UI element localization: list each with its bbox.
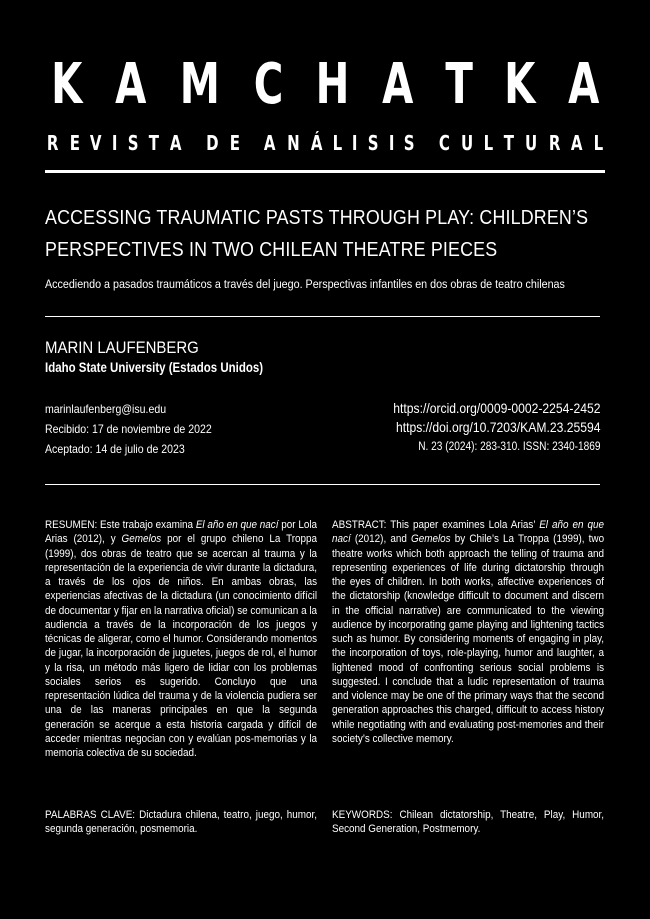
journal-title-letter: M [179, 52, 220, 117]
journal-subtitle-letter: A [170, 131, 182, 155]
journal-subtitle-letter: U [461, 131, 474, 155]
abstract-english [332, 518, 604, 746]
journal-subtitle-letter: N [286, 131, 300, 155]
article-title-line: PERSPECTIVES IN TWO CHILEAN THEATRE PIECES [45, 238, 498, 261]
abstract-text: por Lola Arias (2012), y [45, 519, 318, 546]
keywords-spanish [45, 808, 317, 837]
author-meta [45, 399, 212, 459]
journal-subtitle-letter: S [404, 131, 415, 155]
header-divider [45, 170, 605, 173]
journal-subtitle [45, 130, 605, 156]
work-title: El año en que nací [332, 519, 605, 546]
issue-info: N. 23 (2024): 283-310. ISSN: 2340-1869 [417, 441, 600, 453]
journal-subtitle-letter: R [548, 131, 561, 155]
journal-subtitle-letter: A [264, 131, 276, 155]
journal-subtitle-letter: S [127, 131, 139, 155]
accepted-date: Aceptado: 14 de julio de 2023 [45, 442, 185, 456]
journal-subtitle-space [425, 130, 430, 156]
journal-subtitle-letter: I [352, 131, 358, 155]
journal-subtitle-letter: V [90, 131, 103, 155]
journal-subtitle-letter: R [46, 131, 59, 155]
journal-title-letter: T [445, 52, 473, 117]
title-divider [45, 316, 600, 317]
work-title: Gemelos [121, 533, 162, 546]
journal-title-letter: A [114, 52, 146, 117]
journal-subtitle-letter: Á [310, 131, 323, 155]
journal-subtitle-letter: A [571, 131, 583, 155]
journal-subtitle-letter: L [484, 131, 494, 155]
journal-subtitle-letter: D [206, 131, 219, 155]
journal-subtitle-letter: I [112, 131, 118, 155]
journal-subtitle-letter: U [525, 131, 538, 155]
work-title: El año en que nací [195, 519, 279, 531]
journal-subtitle-letter: L [593, 131, 604, 155]
work-title: Gemelos [411, 533, 451, 546]
keywords-text: PALABRAS CLAVE: Dictadura chilena, teatro, juego, humor, segunda generación, posmemoria. [45, 809, 318, 836]
journal-title-letter: A [382, 52, 414, 117]
journal-subtitle-letter: T [149, 131, 160, 155]
keywords-text: KEYWORDS: Chilean dictatorship, Theatre, Play, Humor, Second Generation, Postmemory. [332, 809, 605, 836]
orcid-link[interactable]: https://orcid.org/0009-0002-2254-2452 [392, 401, 600, 416]
article-subtitle: Accediendo a pasados traumáticos a través del juego. Perspectivas infantiles en dos obras de teatro chilenas [45, 277, 565, 291]
article-identifiers [393, 399, 600, 457]
keywords-english [332, 808, 604, 837]
abstract-text: Este trabajo examina [97, 519, 196, 531]
journal-subtitle-letter: T [504, 131, 515, 155]
journal-subtitle-space [250, 130, 255, 156]
journal-subtitle-letter: E [229, 131, 240, 155]
journal-title-letter: C [253, 52, 284, 117]
abstract-label: ABSTRACT: [332, 519, 387, 531]
received-date: Recibido: 17 de noviembre de 2022 [45, 422, 212, 436]
journal-title [45, 50, 605, 120]
abstract-text: por el grupo chileno La Troppa (1999), dos obras de teatro que se acercan al trauma y la representación de la experiencia de vivir durante la dictadura, a través de los ojos de niños. En ambas obras, las experiencias afectivas de la dictadura (un conocimiento difícil de documentar y fijar en la narrativa oficial) se comunican a la audiencia a través de la incorporación de los juegos y técnicas de aligerar, como el humor. Considerando momentos de jugar, la incorporación de juguetes, juegos de rol, el humor y la risa, un método más ligero de lidiar con los problemas sociales serios es sugerido. Concluyo que una representación lúdica del trauma y de la violencia pudiera ser una de las maneras principales en que la segunda generación se acerque a esta historia cargada y difícil de acceder mientras negocian con y evalúan pos-memorias y la memoria colectiva de su sociedad. [45, 533, 318, 759]
author-name: MARIN LAUFENBERG [45, 338, 199, 357]
journal-subtitle-space [192, 130, 197, 156]
abstract-label: RESUMEN: [45, 519, 98, 531]
journal-title-letter: H [315, 52, 350, 117]
article-title [45, 202, 615, 266]
abstract-text: by Chile’s La Troppa (1999), two theatre works which both approach the telling of trauma and representing experiences of life during dictatorship through the eyes of children. In both works, affective experiences of the dictatorship (knowledge difficult to document and discern in the official narrative) are communicated to the viewing audience by incorporating game playing and lightening tactics such as humor. By considering moments of engaging in play, the incorporation of toys, role-playing, humor and laughter, a lightened mood of confronting serious social problems is suggested. I conclude that a ludic representation of trauma and violence may be one of the primary ways that the second generation approaches this charged, difficult to access history while negotiating with and evaluating post-memories and their society’s collective memory. [332, 533, 605, 745]
journal-subtitle-letter: S [367, 131, 379, 155]
journal-subtitle-letter: I [388, 131, 395, 155]
author-affiliation: Idaho State University (Estados Unidos) [45, 360, 264, 375]
abstract-text: (2012), and [350, 533, 412, 546]
abstract-text: This paper examines Lola Arias’ [386, 519, 540, 531]
article-title-line: ACCESSING TRAUMATIC PASTS THROUGH PLAY: CHILDREN’S [45, 206, 589, 229]
abstract-spanish [45, 518, 317, 760]
journal-title-letter: K [504, 52, 536, 117]
journal-subtitle-letter: L [333, 131, 343, 155]
author-email[interactable]: marinlaufenberg@isu.edu [45, 402, 167, 416]
meta-divider [45, 484, 600, 485]
journal-subtitle-letter: C [438, 131, 450, 155]
journal-title-letter: A [567, 52, 599, 117]
doi-link[interactable]: https://doi.org/10.7203/KAM.23.25594 [395, 420, 600, 435]
journal-subtitle-letter: E [69, 131, 80, 155]
journal-title-letter: K [51, 52, 83, 117]
